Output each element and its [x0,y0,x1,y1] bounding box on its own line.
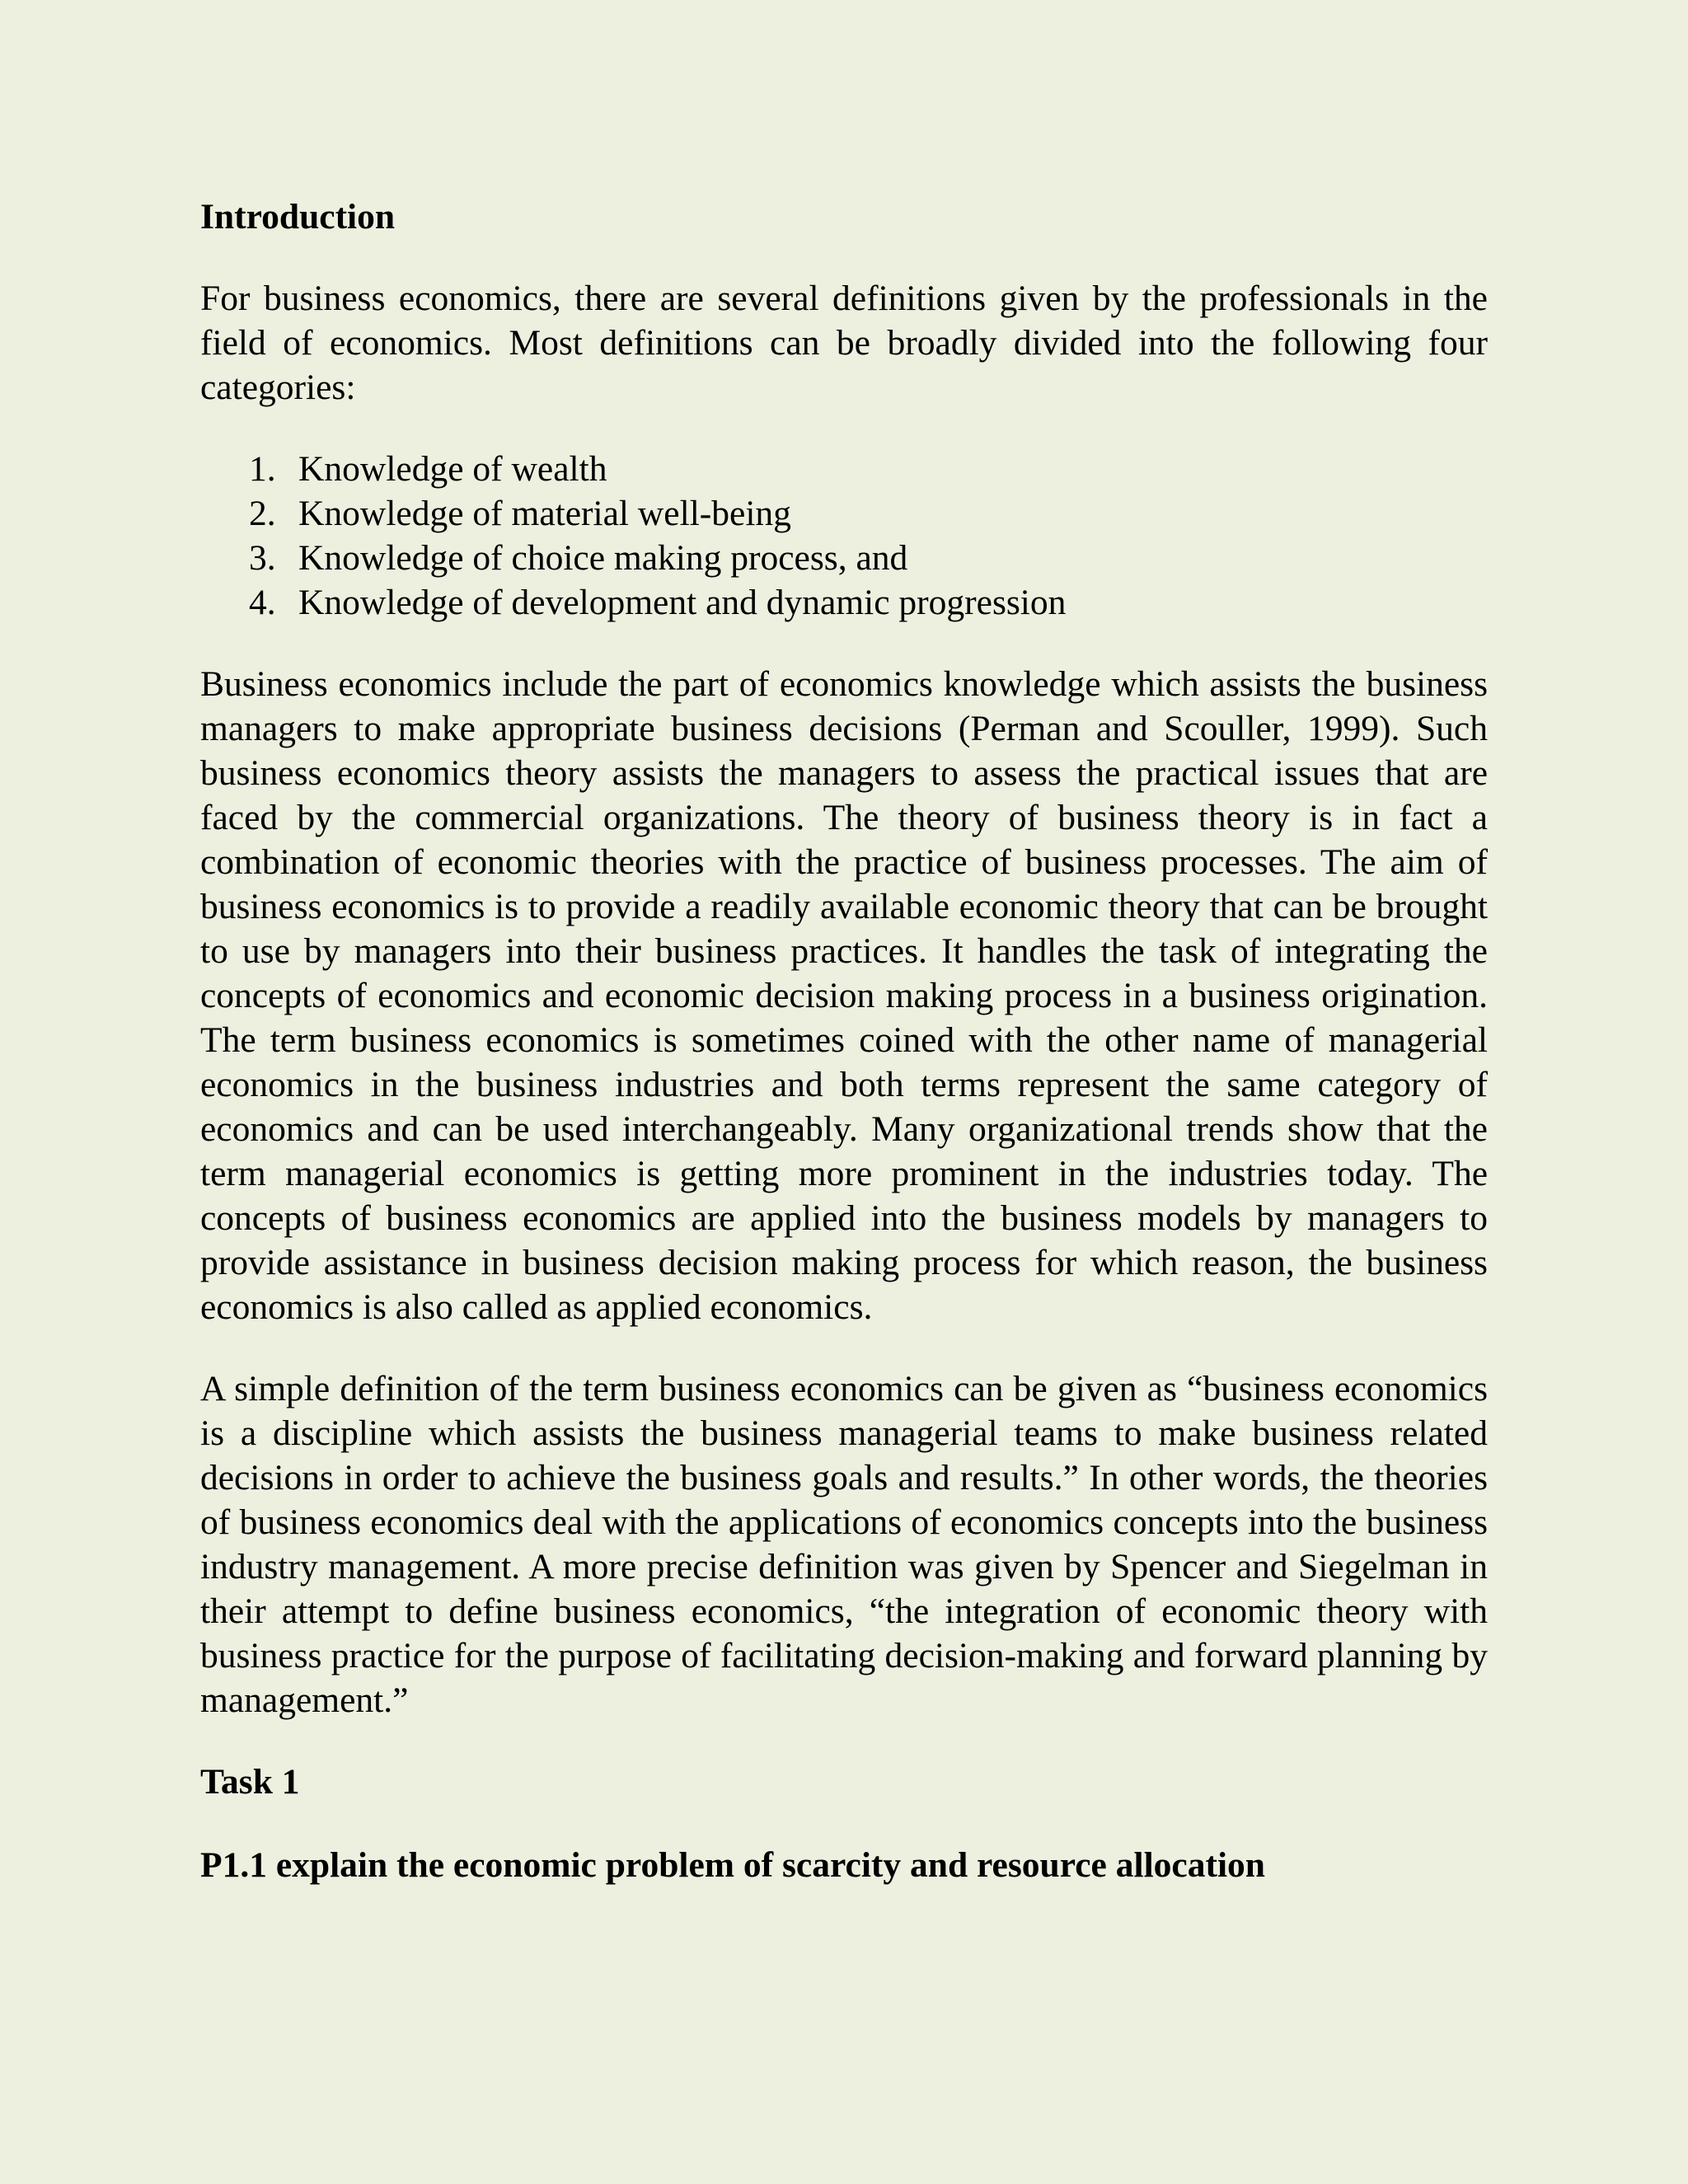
definition-paragraph: A simple definition of the term business economics can be given as “business economics is a discipline which assists the business managerial teams to make business related decisions in order to achieve the business goals and results.” In other words, the theories of business economics deal with the applications of economics concepts into the business industry management. A more precise definition was given by Spencer and Siegelman in their attempt to define business economics, “the integration of economic theory with business practice for the purpose of facilitating decision-making and forward planning by management.” [200,1369,1488,1720]
list-item [200,491,1488,536]
list-item-number: 2. [249,494,276,533]
list-item [200,580,1488,625]
list-item-number: 4. [249,583,276,622]
subtask-heading: P1.1 explain the economic problem of scarcity and resource allocation [200,1845,1265,1885]
list-item-number: 1. [249,449,276,489]
business-economics-paragraph: Business economics include the part of economics knowledge which assists the business managers to make appropriate business decisions (Perman and Scouller, 1999). Such business economics theory assists the managers to assess the practical issues that are faced by the commercial organizations. The theory of business theory is in fact a combination of economic theories with the practice of business processes. The aim of business economics is to provide a readily available economic theory that can be brought to use by managers into their business practices. It handles the task of integrating the concepts of economics and economic decision making process in a business origination. The term business economics is sometimes coined with the other name of managerial economics in the business industries and both terms represent the same category of economics and can be used interchangeably. Many organizational trends show that the term managerial economics is getting more prominent in the industries today. The concepts of business economics are applied into the business models by managers to provide assistance in business decision making process for which reason, the business economics is also called as applied economics. [200,664,1488,1327]
intro-paragraph: For business economics, there are several definitions given by the professionals in the field of economics. Most definitions can be broadly divided into the following four categories: [200,279,1488,407]
list-item-text: Knowledge of wealth [298,449,607,489]
task-heading: Task 1 [200,1762,300,1802]
document-page [200,194,1488,1887]
list-item-text: Knowledge of material well-being [298,494,791,533]
list-item [200,447,1488,491]
list-item-text: Knowledge of choice making process, and [298,538,908,578]
categories-list [200,447,1488,625]
list-item [200,536,1488,580]
list-item-text: Knowledge of development and dynamic progression [298,583,1067,622]
introduction-heading: Introduction [200,197,396,237]
list-item-number: 3. [249,538,276,578]
